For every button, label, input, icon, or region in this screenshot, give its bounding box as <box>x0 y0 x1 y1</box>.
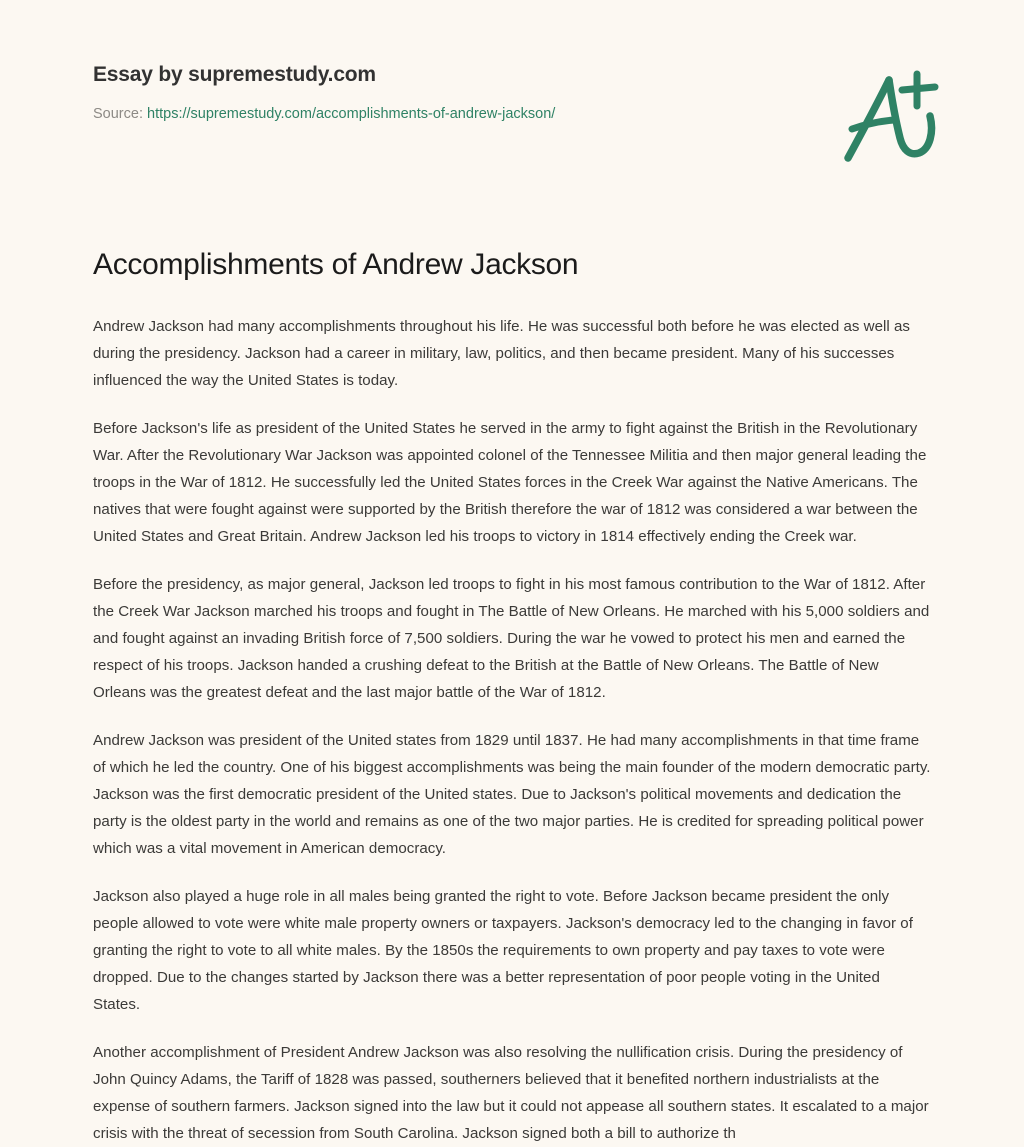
paragraph: Andrew Jackson had many accomplishments throughout his life. He was successful both before he was elected as well as during the presidency. Jackson had a career in military, law, politics, and then became president. Many of his successes influenced the way the United States is today. <box>93 318 910 389</box>
a-plus-logo <box>834 66 952 166</box>
paragraph: Another accomplishment of President Andrew Jackson was also resolving the nullification crisis. During the presidency of John Quincy Adams, the Tariff of 1828 was passed, southerners believed that it benefited northern industrialists at the expense of southern farmers. Jackson signed into the law but it could not appease all southern states. It escalated to a major crisis with the threat of secession from South Carolina. Jackson signed both a bill to authorize th <box>93 1044 929 1142</box>
brand-byline: Essay by supremestudy.com <box>93 63 376 86</box>
essay-body <box>93 313 931 1147</box>
paragraph: Before Jackson's life as president of the United States he served in the army to fight against the British in the Revolutionary War. After the Revolutionary War Jackson was appointed colonel of the Tennessee Militia and then major general leading the troops in the War of 1812. He successfully led the United States forces in the Creek War against the Native Americans. The natives that were fought against were supported by the British therefore the war of 1812 was considered a war between the United States and Great Britain. Andrew Jackson led his troops to victory in 1814 effectively ending the Creek war. <box>93 420 927 545</box>
a-plus-logo-icon <box>834 66 952 166</box>
source-url-link[interactable]: https://supremestudy.com/accomplishments-of-andrew-jackson/ <box>147 106 556 122</box>
page-title: Accomplishments of Andrew Jackson <box>93 248 579 281</box>
page-header <box>93 62 931 172</box>
paragraph: Jackson also played a huge role in all males being granted the right to vote. Before Jackson became president the only people allowed to vote were white male property owners or taxpayers. Jackson's democracy led to the changing in favor of granting the right to vote to all white males. By the 1850s the requirements to own property and pay taxes to vote were dropped. Due to the changes started by Jackson there was a better representation of poor people voting in the United States. <box>93 888 913 1013</box>
paragraph: Before the presidency, as major general, Jackson led troops to fight in his most famous contribution to the War of 1812. After the Creek War Jackson marched his troops and fought in The Battle of New Orleans. He marched with his 5,000 soldiers and and fought against an invading British force of 7,500 soldiers. During the war he vowed to protect his men and earned the respect of his troops. Jackson handed a crushing defeat to the British at the Battle of New Orleans. The Battle of New Orleans was the greatest defeat and the last major battle of the War of 1812. <box>93 576 930 701</box>
source-label: Source: <box>93 106 143 122</box>
source-line <box>93 104 931 124</box>
paragraph: Andrew Jackson was president of the United states from 1829 until 1837. He had many accomplishments in that time frame of which he led the country. One of his biggest accomplishments was being the main founder of the modern democratic party. Jackson was the first democratic president of the United states. Due to Jackson's political movements and dedication the party is the oldest party in the world and remains as one of the two major parties. He is credited for spreading political power which was a vital movement in American democracy. <box>93 732 931 857</box>
